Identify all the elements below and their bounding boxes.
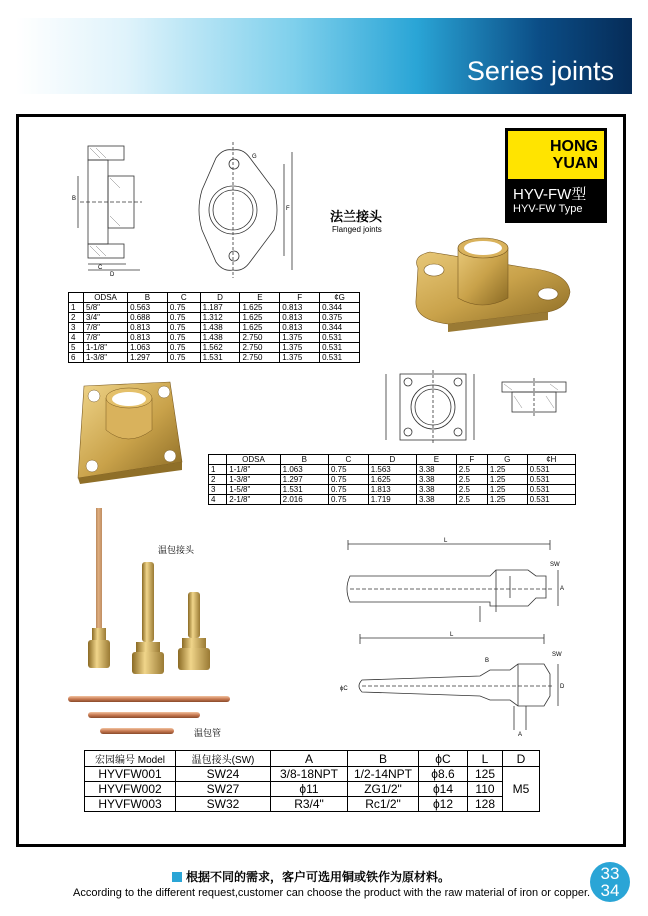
- svg-text:D: D: [110, 272, 115, 278]
- dim-label-d: D: [560, 684, 565, 690]
- oval-flange-photo: [408, 228, 576, 340]
- table-header-cell: D: [368, 455, 416, 465]
- table-cell: 0.344: [320, 303, 360, 313]
- dim-label-sw: SW: [550, 562, 560, 568]
- table-cell: 6: [69, 353, 84, 363]
- table-cell: 0.813: [280, 323, 320, 333]
- table-cell: 1.531: [200, 353, 240, 363]
- table-cell-d-value: M5: [503, 767, 540, 812]
- table-cell: 1.063: [280, 465, 328, 475]
- table-header-cell: G: [487, 455, 527, 465]
- table-header-cell: [69, 293, 84, 303]
- table-cell: 0.531: [527, 485, 575, 495]
- table-cell: 0.75: [167, 323, 200, 333]
- page-number-first: 33: [600, 864, 620, 883]
- table-cell: ϕ14: [419, 782, 468, 797]
- table-cell: ϕ8.6: [419, 767, 468, 782]
- dim-label-c: ϕC: [340, 686, 348, 692]
- square-flange-section: [498, 376, 570, 420]
- table-cell: HYVFW001: [85, 767, 176, 782]
- table-header-cell: A: [271, 751, 348, 767]
- svg-text:F: F: [286, 206, 290, 212]
- dim-label-l: L: [444, 538, 448, 544]
- table-row: [85, 767, 540, 782]
- header-banner: [16, 18, 632, 94]
- table-cell: 3.38: [417, 475, 457, 485]
- table-header-row: [69, 293, 360, 303]
- table-cell: 128: [468, 797, 503, 812]
- table-cell: 0.531: [527, 465, 575, 475]
- table-cell: 0.75: [329, 495, 369, 505]
- table-cell: 4: [69, 333, 84, 343]
- table-cell: 0.75: [167, 343, 200, 353]
- page-number-second: 34: [600, 881, 620, 900]
- table-cell: 1.375: [280, 353, 320, 363]
- table-cell: 2.5: [456, 475, 487, 485]
- table-header-cell: 宏园编号 Model: [85, 751, 176, 767]
- table-row: [209, 495, 576, 505]
- table-header-cell: E: [240, 293, 280, 303]
- table-row: [69, 313, 360, 323]
- thermowell-parts-photo: [62, 506, 242, 746]
- table-cell: 0.531: [527, 495, 575, 505]
- table-cell: 3.38: [417, 495, 457, 505]
- square-bullet-icon: [172, 872, 182, 882]
- flanged-title-cn: 法兰接头: [330, 209, 383, 224]
- footer-note-cn-text: 根据不同的需求，客户可选用铜或铁作为原材料。: [186, 870, 451, 884]
- table-cell: 3/8-18NPT: [271, 767, 348, 782]
- table-cell: 3.38: [417, 485, 457, 495]
- table-cell: 0.531: [527, 475, 575, 485]
- table-cell: 2.5: [456, 465, 487, 475]
- svg-text:G: G: [252, 154, 257, 160]
- table-cell: 0.344: [320, 323, 360, 333]
- table-header-cell: F: [456, 455, 487, 465]
- table-cell: ϕ12: [419, 797, 468, 812]
- table-cell: 1-3/8": [84, 353, 128, 363]
- table-cell: 5: [69, 343, 84, 353]
- table-header-cell: D: [200, 293, 240, 303]
- spec-table-1: [68, 292, 360, 363]
- table-cell: 2.750: [240, 333, 280, 343]
- table-cell: 2.5: [456, 495, 487, 505]
- page-number-badge: [590, 862, 630, 902]
- table-cell: 1.719: [368, 495, 416, 505]
- table-cell: 1.312: [200, 313, 240, 323]
- table-cell: 2: [209, 475, 227, 485]
- table-cell: 125: [468, 767, 503, 782]
- table-header-cell: B: [348, 751, 419, 767]
- table-cell: 2.750: [240, 353, 280, 363]
- table-cell: 1.297: [128, 353, 168, 363]
- logo-badge: [508, 131, 604, 179]
- table-cell: 1.25: [487, 465, 527, 475]
- dim-label-a: A: [560, 586, 565, 592]
- table-row: [209, 465, 576, 475]
- table-cell: 0.75: [329, 485, 369, 495]
- table-cell: 3: [209, 485, 227, 495]
- table-header-cell: E: [417, 455, 457, 465]
- dim-label-l2: L: [450, 632, 454, 638]
- table-cell: 2.750: [240, 343, 280, 353]
- table-cell: 0.813: [128, 333, 168, 343]
- logo-brand-line2: YUAN: [552, 155, 598, 172]
- table-cell: 3: [69, 323, 84, 333]
- table-row: [69, 353, 360, 363]
- table-cell: 1.063: [128, 343, 168, 353]
- logo-brand-line1: HONG: [550, 138, 598, 155]
- dim-label-b: B: [485, 658, 490, 664]
- table-cell: Rc1/2": [348, 797, 419, 812]
- table-cell: 1.375: [280, 343, 320, 353]
- table-cell: 7/8": [84, 333, 128, 343]
- table-header-cell: 温包接头(SW): [176, 751, 271, 767]
- table-cell: 1.625: [368, 475, 416, 485]
- table-cell: SW24: [176, 767, 271, 782]
- table-header-cell: L: [468, 751, 503, 767]
- table-cell: 1-5/8": [227, 485, 280, 495]
- table-header-cell: ¢H: [527, 455, 575, 465]
- table-cell: 1: [69, 303, 84, 313]
- table-row: [85, 782, 540, 797]
- table-header-cell: B: [280, 455, 328, 465]
- table-header-cell: B: [128, 293, 168, 303]
- table-cell: 0.375: [320, 313, 360, 323]
- table-cell: 0.75: [167, 353, 200, 363]
- table-cell: 0.75: [329, 475, 369, 485]
- table-row: [69, 303, 360, 313]
- model-table: [84, 750, 540, 812]
- table-cell: 1-1/8": [227, 465, 280, 475]
- table-cell: 1.562: [200, 343, 240, 353]
- logo-type-en: HYV-FW Type: [513, 203, 583, 215]
- table-header-cell: ODSA: [227, 455, 280, 465]
- svg-text:B: B: [72, 196, 77, 202]
- table-cell: 2: [69, 313, 84, 323]
- table-cell: 1.563: [368, 465, 416, 475]
- flange-section-drawing: [70, 138, 150, 278]
- table-header-cell: [209, 455, 227, 465]
- table-header-cell: C: [329, 455, 369, 465]
- page-title: Series joints: [466, 56, 614, 86]
- table-row: [69, 323, 360, 333]
- thermowell-drawing-top: [340, 536, 570, 632]
- footer-note-en: According to the different request,customer can choose the product with the raw material of iron or copper.: [73, 887, 591, 899]
- table-row: [209, 475, 576, 485]
- table-cell: 1.625: [240, 323, 280, 333]
- table-cell: 1-3/8": [227, 475, 280, 485]
- table-cell: 7/8": [84, 323, 128, 333]
- table-cell: 1.438: [200, 323, 240, 333]
- table-cell: R3/4": [271, 797, 348, 812]
- dim-label-a2: A: [518, 732, 523, 738]
- svg-text:C: C: [98, 265, 103, 271]
- table-row: [69, 333, 360, 343]
- table-cell: 0.813: [280, 303, 320, 313]
- brand-logo: [505, 128, 607, 223]
- table-cell: 3/4": [84, 313, 128, 323]
- table-cell: 110: [468, 782, 503, 797]
- table-cell: 1.187: [200, 303, 240, 313]
- table-cell: 0.688: [128, 313, 168, 323]
- table-cell: 1.25: [487, 475, 527, 485]
- table-cell: 0.813: [128, 323, 168, 333]
- square-flange-photo: [70, 378, 188, 486]
- table-row: [209, 485, 576, 495]
- square-flange-drawing: [378, 368, 486, 448]
- flange-top-drawing: [188, 140, 298, 280]
- table-cell: 1/2-14NPT: [348, 767, 419, 782]
- footer-note-cn: [172, 868, 450, 885]
- thermowell-tube-label: 温包管: [194, 728, 222, 738]
- table-cell: 1: [209, 465, 227, 475]
- table-cell: 1.625: [240, 303, 280, 313]
- dim-label-sw2: SW: [552, 652, 562, 658]
- logo-type-cn: HYV-FW型: [513, 186, 587, 203]
- table-cell: 2.5: [456, 485, 487, 495]
- table-cell: SW27: [176, 782, 271, 797]
- thermowell-drawing-bottom: [340, 630, 570, 740]
- table-cell: 1.297: [280, 475, 328, 485]
- table-cell: 1.25: [487, 485, 527, 495]
- table-cell: 1.813: [368, 485, 416, 495]
- table-cell: 0.75: [167, 333, 200, 343]
- table-header-row: [209, 455, 576, 465]
- table-header-cell: C: [167, 293, 200, 303]
- table-cell: 2.016: [280, 495, 328, 505]
- table-header-cell: D: [503, 751, 540, 767]
- table-cell: 1-1/8": [84, 343, 128, 353]
- thermowell-joint-label: 温包接头: [158, 545, 195, 555]
- table-cell: SW32: [176, 797, 271, 812]
- table-cell: 1.25: [487, 495, 527, 505]
- table-header-cell: F: [280, 293, 320, 303]
- table-cell: 0.531: [320, 343, 360, 353]
- table-cell: 0.75: [167, 303, 200, 313]
- table-cell: 1.625: [240, 313, 280, 323]
- flanged-title-en: Flanged joints: [332, 225, 382, 234]
- table-cell: 0.531: [320, 353, 360, 363]
- table-header-cell: ODSA: [84, 293, 128, 303]
- table-cell: ϕ11: [271, 782, 348, 797]
- table-cell: 0.75: [329, 465, 369, 475]
- table-cell: 0.75: [167, 313, 200, 323]
- table-cell: 4: [209, 495, 227, 505]
- table-cell: 1.375: [280, 333, 320, 343]
- table-header-cell: ϕC: [419, 751, 468, 767]
- spec-table-2: [208, 454, 576, 505]
- table-cell: 1.531: [280, 485, 328, 495]
- table-cell: 5/8": [84, 303, 128, 313]
- table-cell: 2-1/8": [227, 495, 280, 505]
- table-row: [69, 343, 360, 353]
- table-cell: 0.531: [320, 333, 360, 343]
- table-cell: 3.38: [417, 465, 457, 475]
- table-cell: 0.813: [280, 313, 320, 323]
- table-cell: HYVFW002: [85, 782, 176, 797]
- table-cell: HYVFW003: [85, 797, 176, 812]
- table-cell: ZG1/2": [348, 782, 419, 797]
- table-header-row: [85, 751, 540, 767]
- table-cell: 1.438: [200, 333, 240, 343]
- table-header-cell: ¢G: [320, 293, 360, 303]
- table-cell: 0.563: [128, 303, 168, 313]
- table-row: [85, 797, 540, 812]
